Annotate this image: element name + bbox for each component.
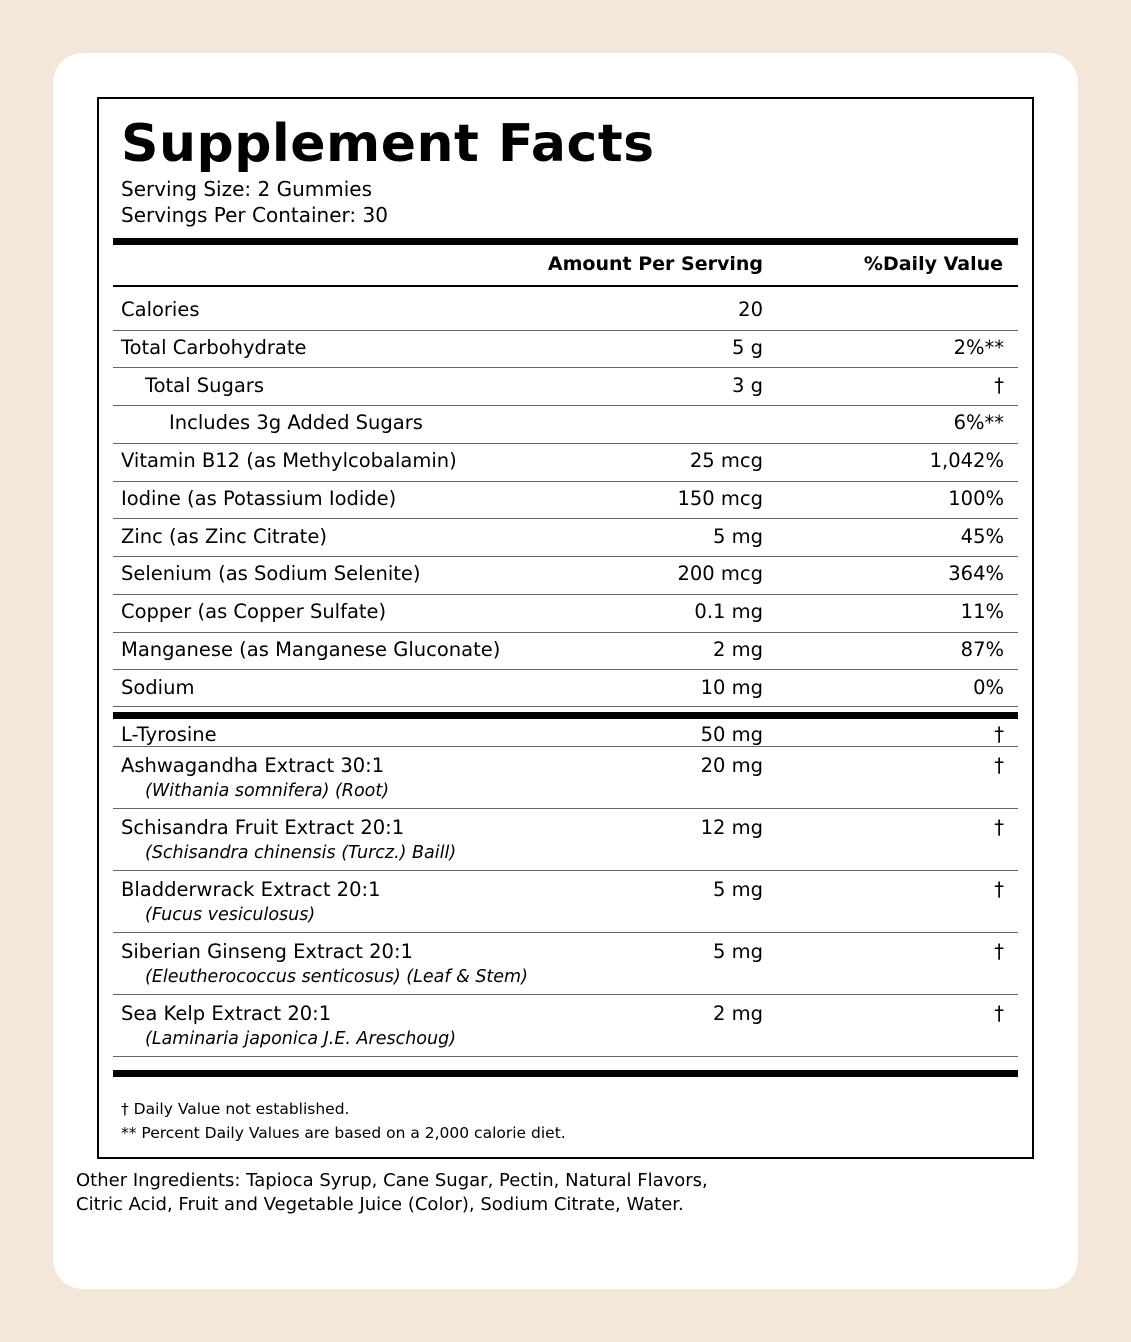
nutrient-row	[113, 600, 1018, 630]
nutrient-amount: 3 g	[732, 373, 763, 397]
other-ingredients-line-1: Other Ingredients: Tapioca Syrup, Cane Sugar, Pectin, Natural Flavors,	[76, 1170, 708, 1191]
nutrient-amount: 2 mg	[713, 637, 763, 661]
ingredient-daily-value: †	[994, 1002, 1004, 1025]
nutrient-daily-value: 1,042%	[929, 449, 1004, 472]
nutrient-amount: 0.1 mg	[694, 600, 763, 623]
row-divider	[113, 443, 1018, 444]
ingredient-daily-value: †	[994, 754, 1004, 777]
ingredient-amount: 12 mg	[700, 816, 763, 839]
amount-per-serving-header: Amount Per Serving	[547, 253, 763, 275]
nutrient-row	[113, 374, 1018, 404]
nutrient-row	[113, 562, 1018, 592]
nutrient-row	[113, 298, 1018, 328]
daily-value-header: %Daily Value	[863, 253, 1003, 275]
nutrient-daily-value: 87%	[960, 637, 1004, 661]
nutrient-row	[113, 449, 1018, 479]
panel-title: Supplement Facts	[121, 114, 655, 174]
row-divider	[113, 1056, 1018, 1057]
ingredient-name: Siberian Ginseng Extract 20:1	[121, 940, 413, 963]
ingredient-amount: 50 mg	[700, 723, 763, 746]
row-divider	[113, 746, 1018, 747]
nutrient-daily-value: †	[994, 373, 1004, 397]
row-divider	[113, 518, 1018, 519]
nutrient-daily-value: 2%**	[953, 335, 1004, 359]
nutrient-amount: 25 mcg	[689, 449, 763, 472]
nutrient-daily-value: 6%**	[953, 411, 1004, 435]
nutrient-name: Manganese (as Manganese Gluconate)	[121, 637, 501, 661]
row-divider	[113, 405, 1018, 406]
row-divider	[113, 994, 1018, 995]
nutrient-daily-value: 45%	[960, 524, 1004, 548]
row-divider	[113, 594, 1018, 595]
serving-size: Serving Size: 2 Gummies	[121, 177, 372, 201]
ingredient-name: Bladderwrack Extract 20:1	[121, 878, 381, 901]
ingredient-name: L-Tyrosine	[121, 723, 217, 746]
ingredient-name: Schisandra Fruit Extract 20:1	[121, 816, 405, 839]
ingredient-latin-name: (Schisandra chinensis (Turcz.) Baill)	[145, 843, 457, 863]
nutrient-amount: 200 mcg	[677, 562, 763, 586]
ingredient-daily-value: †	[994, 940, 1004, 963]
ingredient-amount: 20 mg	[700, 754, 763, 777]
row-divider	[113, 669, 1018, 670]
nutrient-row	[113, 676, 1018, 706]
section-thick-rule	[113, 712, 1018, 719]
nutrient-row	[113, 411, 1018, 441]
nutrient-amount: 20	[738, 298, 763, 321]
nutrient-daily-value: 364%	[948, 562, 1004, 586]
nutrient-row	[113, 487, 1018, 517]
row-divider	[113, 932, 1018, 933]
nutrient-daily-value: 11%	[960, 600, 1004, 623]
ingredient-amount: 2 mg	[713, 1002, 763, 1025]
row-divider	[113, 330, 1018, 331]
other-ingredients-line-2: Citric Acid, Fruit and Vegetable Juice (Color), Sodium Citrate, Water.	[76, 1194, 684, 1215]
nutrient-amount: 5 mg	[713, 524, 763, 548]
ingredient-name: Ashwagandha Extract 30:1	[121, 754, 385, 777]
ingredient-daily-value: †	[994, 816, 1004, 839]
nutrient-amount: 150 mcg	[677, 486, 763, 510]
nutrient-name: Iodine (as Potassium Iodide)	[121, 486, 397, 510]
nutrient-name: Total Sugars	[145, 373, 264, 397]
ingredient-daily-value: †	[994, 878, 1004, 901]
nutrient-daily-value: 100%	[948, 486, 1004, 510]
ingredient-latin-name: (Laminaria japonica J.E. Areschoug)	[145, 1029, 457, 1049]
nutrient-row	[113, 525, 1018, 555]
row-divider	[113, 556, 1018, 557]
ingredient-amount: 5 mg	[713, 940, 763, 963]
nutrient-name: Sodium	[121, 675, 195, 699]
nutrient-row	[113, 638, 1018, 668]
nutrient-row	[113, 336, 1018, 366]
ingredient-amount: 5 mg	[713, 878, 763, 901]
ingredient-latin-name: (Withania somnifera) (Root)	[145, 781, 390, 801]
nutrient-amount: 10 mg	[700, 675, 763, 699]
ingredient-latin-name: (Eleutherococcus senticosus) (Leaf & Stem)	[145, 967, 528, 987]
row-divider	[113, 808, 1018, 809]
nutrient-name: Total Carbohydrate	[121, 335, 307, 359]
nutrient-name: Zinc (as Zinc Citrate)	[121, 524, 327, 548]
footnote-percent-daily-values: ** Percent Daily Values are based on a 2,000 calorie diet.	[121, 1124, 566, 1142]
servings-per-container: Servings Per Container: 30	[121, 203, 388, 227]
footnote-dv-not-established: † Daily Value not established.	[121, 1100, 350, 1118]
row-divider	[113, 706, 1018, 707]
header-rule	[113, 285, 1018, 287]
nutrient-name: Includes 3g Added Sugars	[169, 411, 423, 435]
row-divider	[113, 367, 1018, 368]
nutrient-amount: 5 g	[732, 335, 763, 359]
ingredient-daily-value: †	[994, 723, 1004, 746]
nutrient-name: Selenium (as Sodium Selenite)	[121, 562, 421, 586]
bottom-thick-rule	[113, 1070, 1018, 1077]
nutrient-daily-value: 0%	[973, 675, 1004, 699]
ingredient-latin-name: (Fucus vesiculosus)	[145, 905, 316, 925]
row-divider	[113, 870, 1018, 871]
top-thick-rule	[113, 238, 1018, 245]
nutrient-name: Vitamin B12 (as Methylcobalamin)	[121, 449, 457, 472]
row-divider	[113, 481, 1018, 482]
nutrient-name: Calories	[121, 298, 200, 321]
ingredient-name: Sea Kelp Extract 20:1	[121, 1002, 332, 1025]
row-divider	[113, 632, 1018, 633]
nutrient-name: Copper (as Copper Sulfate)	[121, 600, 387, 623]
